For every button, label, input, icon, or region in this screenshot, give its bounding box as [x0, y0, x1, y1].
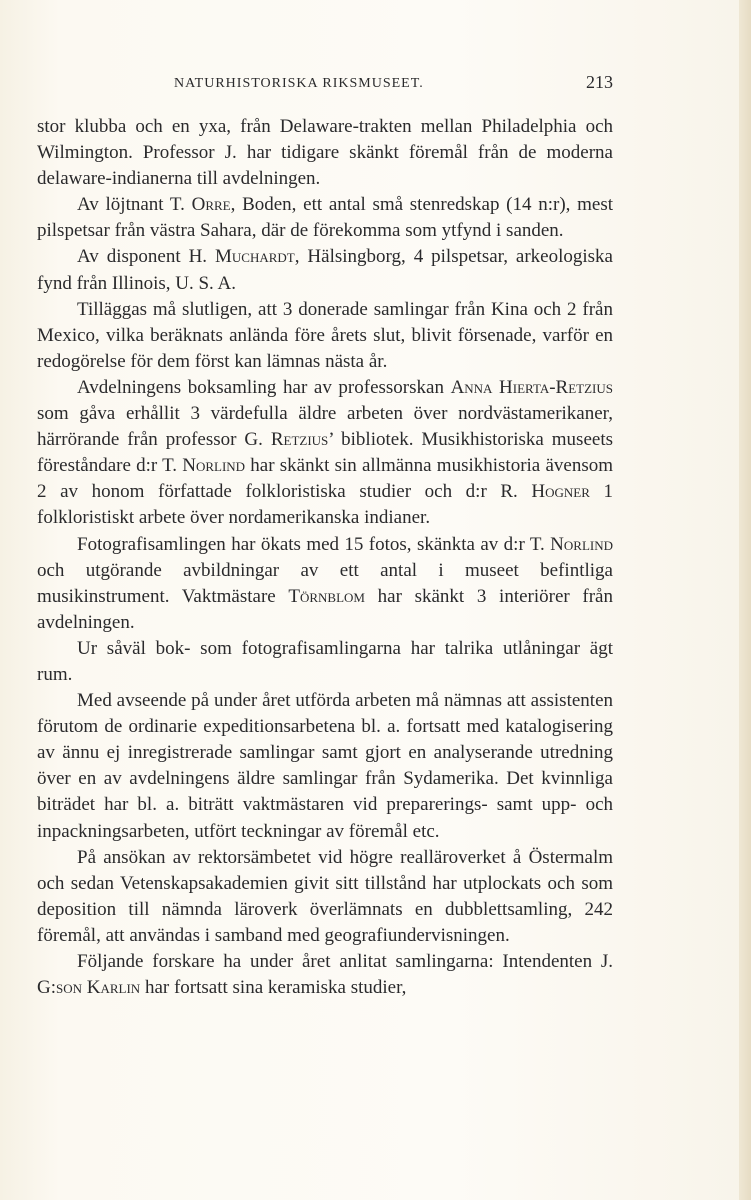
running-head — [37, 72, 613, 96]
paragraph — [37, 845, 613, 949]
person-name: Norlind — [550, 533, 613, 555]
paragraph — [37, 244, 613, 296]
person-name: Hogner — [531, 481, 590, 503]
paragraph — [37, 297, 613, 375]
text-segment: 1 folkloristiskt arbete över nordamerikanska indianer. — [37, 481, 614, 529]
page-number: 213 — [586, 72, 613, 92]
page-edge — [739, 0, 751, 1200]
text-segment: Avdelningens boksamling har av professorskan — [77, 376, 451, 398]
paragraph — [37, 688, 613, 845]
person-name: Retzius — [270, 429, 329, 451]
person-name: G:son Karlin — [37, 977, 141, 999]
paragraph — [37, 949, 613, 1001]
text-segment: På ansökan av rektorsämbetet vid högre realläroverket å Östermalm och sedan Vetenskapsakademien givit sitt tillstånd har utplockats och som deposition till nämnda läroverk överlämnats en dubblettsamling, 242 föremål, att användas i samband med geografiundervisningen. — [37, 846, 613, 946]
text-segment: , Hälsingborg, 4 pilspetsar, arkeologiska fynd från Illinois, U. S. A. — [37, 246, 613, 294]
person-name: Muchardt — [215, 246, 295, 268]
paragraph — [37, 114, 613, 192]
person-name: Anna Hierta-Retzius — [450, 376, 613, 398]
body-text — [37, 114, 613, 1001]
text-segment: har skänkt 3 interiörer från avdelningen. — [37, 585, 613, 633]
text-segment: Följande forskare ha under året anlitat samlingarna: Intendenten J. — [77, 951, 613, 972]
paragraph — [37, 375, 613, 532]
text-segment: som gåva erhållit 3 värdefulla äldre arbeten över nordvästamerikaner, härrörande från professor G. — [37, 403, 613, 451]
paragraph — [37, 192, 613, 244]
text-segment: Av disponent H. — [77, 246, 215, 268]
paragraph — [37, 532, 613, 636]
text-segment: har fortsatt sina keramiska studier, — [140, 977, 407, 999]
paragraph — [37, 636, 613, 688]
running-title: NATURHISTORISKA RIKSMUSEET. — [174, 76, 424, 91]
text-segment: Med avseende på under året utförda arbeten må nämnas att assistenten förutom de ordinarie expeditionsarbetena bl. a. fortsatt med katalogisering av ännu ej inregistrerade samlingar samt gjort en analyserande utredning över en av avdelningens äldre samlingar från Sydamerika. Det kvinnliga biträdet har bl. a. biträtt vaktmästaren vid preparerings- samt upp- och inpackningsarbeten, utfört teckningar av föremål etc. — [37, 690, 613, 842]
text-segment: stor klubba och en yxa, från Delaware-trakten mellan Philadelphia och Wilmington. Professor J. har tidigare skänkt föremål från de moderna delaware-indianerna till avdelningen. — [37, 116, 613, 190]
person-name: Norlind — [182, 455, 246, 477]
person-name: Törnblom — [288, 585, 365, 607]
text-segment: och utgörande avbildningar av ett antal i museet befintliga musikinstrument. Vaktmästare — [37, 559, 613, 607]
text-segment: Ur såväl bok- som fotografisamlingarna har talrika utlåningar ägt rum. — [37, 637, 613, 685]
text-segment: ’ bibliotek. Musikhistoriska museets föreståndare d:r T. — [37, 429, 613, 477]
text-segment: Fotografisamlingen har ökats med 15 fotos, skänkta av d:r T. — [77, 533, 551, 555]
person-name: Orre — [191, 194, 231, 216]
text-segment: Tilläggas må slutligen, att 3 donerade samlingar från Kina och 2 från Mexico, vilka beräknats anlända före årets slut, blivit försenade, varför en redogörelse för dem först kan lämnas nästa år. — [37, 298, 613, 372]
text-segment: Av löjtnant T. — [77, 194, 192, 216]
text-segment: har skänkt sin allmänna musikhistoria ävensom 2 av honom författade folkloristiska studier och d:r R. — [37, 455, 613, 503]
text-segment: , Boden, ett antal små stenredskap (14 n:r), mest pilspetsar från västra Sahara, där de förekomma som ytfynd i sanden. — [37, 194, 613, 242]
